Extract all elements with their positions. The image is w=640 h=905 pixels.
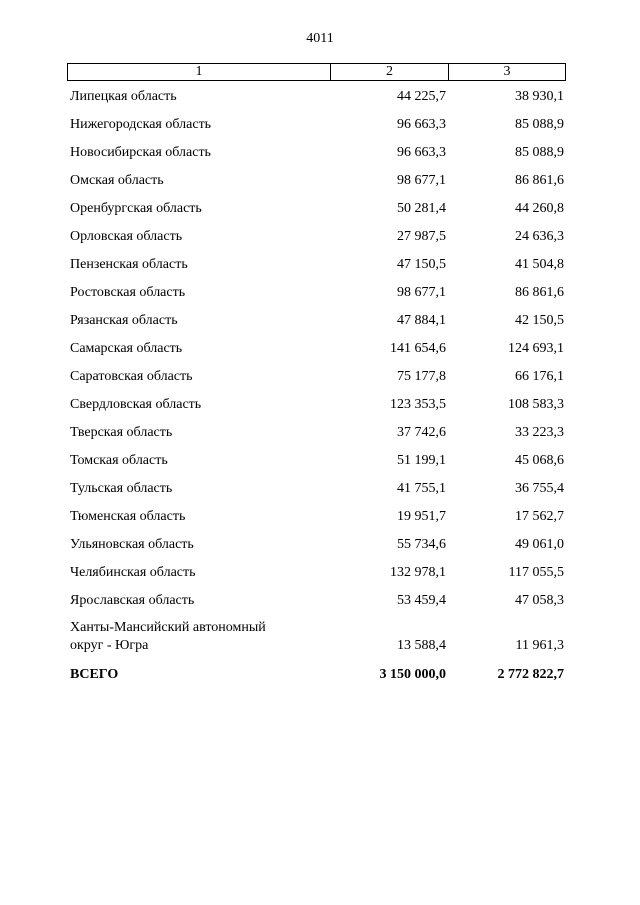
value-col-2: 51 199,1 bbox=[397, 453, 446, 468]
region-name: Тульская область bbox=[70, 481, 173, 496]
region-name: Липецкая область bbox=[70, 89, 177, 104]
value-col-2: 98 677,1 bbox=[397, 285, 446, 300]
region-name: Ярославская область bbox=[70, 593, 195, 608]
region-name: Пензенская область bbox=[70, 257, 188, 272]
value-col-3: 47 058,3 bbox=[515, 593, 564, 608]
value-col-3: 124 693,1 bbox=[508, 341, 564, 356]
page-number: 4011 bbox=[306, 31, 334, 46]
table-header-row bbox=[67, 63, 566, 81]
value-col-3: 11 961,3 bbox=[515, 638, 564, 653]
value-col-2: 55 734,6 bbox=[397, 537, 446, 552]
total-col-2: 3 150 000,0 bbox=[379, 667, 446, 682]
region-name: Свердловская область bbox=[70, 397, 202, 412]
value-col-3: 108 583,3 bbox=[508, 397, 564, 412]
total-label: ВСЕГО bbox=[70, 667, 119, 682]
value-col-3: 41 504,8 bbox=[515, 257, 564, 272]
region-name: Саратовская область bbox=[70, 369, 193, 384]
header-col-1: 1 bbox=[68, 64, 331, 80]
value-col-2: 123 353,5 bbox=[390, 397, 446, 412]
region-name: Рязанская область bbox=[70, 313, 178, 328]
region-name: Омская область bbox=[70, 173, 164, 188]
value-col-2: 37 742,6 bbox=[397, 425, 446, 440]
value-col-2: 96 663,3 bbox=[397, 117, 446, 132]
value-col-3: 42 150,5 bbox=[515, 313, 564, 328]
region-name: Томская область bbox=[70, 453, 168, 468]
value-col-3: 86 861,6 bbox=[515, 285, 564, 300]
value-col-2: 44 225,7 bbox=[397, 89, 446, 104]
value-col-2: 27 987,5 bbox=[397, 229, 446, 244]
value-col-2: 132 978,1 bbox=[390, 565, 446, 580]
value-col-3: 49 061,0 bbox=[515, 537, 564, 552]
region-name: Новосибирская область bbox=[70, 145, 211, 160]
value-col-2: 13 588,4 bbox=[397, 638, 446, 653]
value-col-3: 36 755,4 bbox=[515, 481, 564, 496]
region-name: Челябинская область bbox=[70, 565, 196, 580]
header-col-3: 3 bbox=[503, 64, 511, 79]
value-col-2: 19 951,7 bbox=[397, 509, 446, 524]
region-name: Ростовская область bbox=[70, 285, 186, 300]
region-name: Тюменская область bbox=[70, 509, 186, 524]
region-name: Оренбургская область bbox=[70, 201, 202, 216]
value-col-3: 38 930,1 bbox=[515, 89, 564, 104]
value-col-3: 86 861,6 bbox=[515, 173, 564, 188]
region-name: Орловская область bbox=[70, 229, 183, 244]
region-name-line2: округ - Югра bbox=[70, 638, 149, 653]
value-col-3: 85 088,9 bbox=[515, 117, 564, 132]
value-col-3: 17 562,7 bbox=[515, 509, 564, 524]
value-col-2: 53 459,4 bbox=[397, 593, 446, 608]
region-name: Самарская область bbox=[70, 341, 183, 356]
region-name-line1: Ханты-Мансийский автономный bbox=[70, 620, 266, 635]
value-col-3: 85 088,9 bbox=[515, 145, 564, 160]
value-col-2: 47 884,1 bbox=[397, 313, 446, 328]
value-col-3: 24 636,3 bbox=[515, 229, 564, 244]
value-col-2: 47 150,5 bbox=[397, 257, 446, 272]
value-col-2: 96 663,3 bbox=[397, 145, 446, 160]
value-col-3: 117 055,5 bbox=[508, 565, 564, 580]
total-col-3: 2 772 822,7 bbox=[497, 667, 564, 682]
value-col-2: 41 755,1 bbox=[397, 481, 446, 496]
value-col-3: 45 068,6 bbox=[515, 453, 564, 468]
region-name: Тверская область bbox=[70, 425, 173, 440]
value-col-2: 75 177,8 bbox=[397, 369, 446, 384]
value-col-3: 66 176,1 bbox=[515, 369, 564, 384]
value-col-2: 50 281,4 bbox=[397, 201, 446, 216]
region-name: Нижегородская область bbox=[70, 117, 212, 132]
value-col-2: 141 654,6 bbox=[390, 341, 446, 356]
region-name: Ульяновская область bbox=[70, 537, 194, 552]
value-col-3: 33 223,3 bbox=[515, 425, 564, 440]
value-col-3: 44 260,8 bbox=[515, 201, 564, 216]
value-col-2: 98 677,1 bbox=[397, 173, 446, 188]
header-col-2: 2 bbox=[331, 64, 449, 80]
